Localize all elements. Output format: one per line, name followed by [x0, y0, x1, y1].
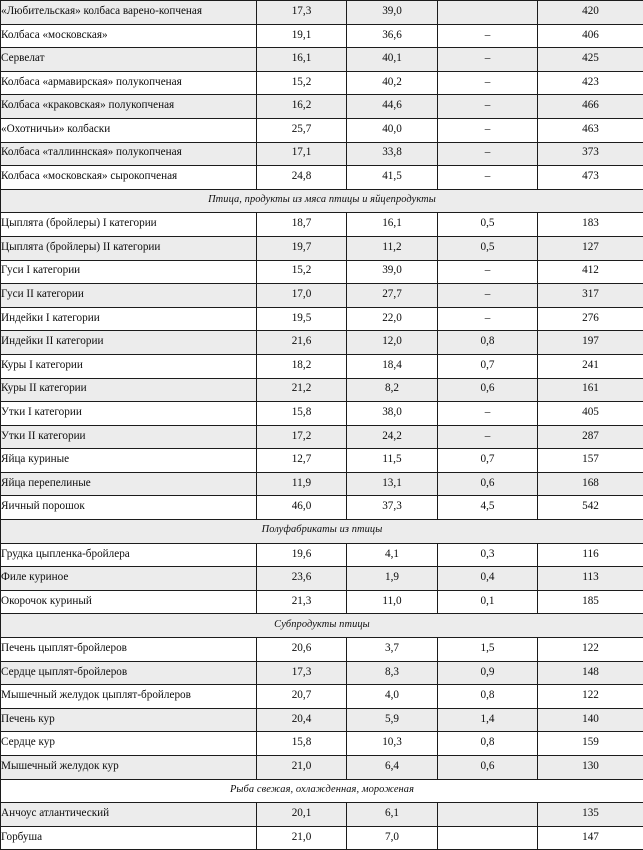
- cell-energy-kcal: 241: [538, 354, 643, 378]
- cell-protein: 21,3: [257, 590, 347, 614]
- cell-product-name: Гуси II категории: [1, 284, 257, 308]
- table-row: [1, 803, 643, 827]
- cell-energy-kcal: 116: [538, 543, 643, 567]
- cell-energy-kcal: 542: [538, 496, 643, 520]
- cell-product-name: Колбаса «армавирская» полукопченая: [1, 71, 257, 95]
- cell-product-name: Индейки I категории: [1, 307, 257, 331]
- table-row: [1, 425, 643, 449]
- section-header-row: [1, 779, 643, 803]
- cell-carbohydrates: –: [438, 284, 538, 308]
- cell-protein: 18,7: [257, 213, 347, 237]
- cell-product-name: Колбаса «московская»: [1, 24, 257, 48]
- cell-carbohydrates: [438, 826, 538, 850]
- section-header-row: [1, 614, 643, 638]
- cell-product-name: Колбаса «краковская» полукопченая: [1, 95, 257, 119]
- table-row: [1, 826, 643, 850]
- cell-protein: 18,2: [257, 354, 347, 378]
- cell-product-name: Мышечный желудок цыплят-бройлеров: [1, 685, 257, 709]
- cell-energy-kcal: 122: [538, 685, 643, 709]
- table-row: [1, 95, 643, 119]
- cell-protein: 21,6: [257, 331, 347, 355]
- cell-carbohydrates: –: [438, 402, 538, 426]
- table-row: [1, 236, 643, 260]
- cell-energy-kcal: 185: [538, 590, 643, 614]
- cell-energy-kcal: 373: [538, 142, 643, 166]
- cell-protein: 15,8: [257, 402, 347, 426]
- cell-carbohydrates: –: [438, 142, 538, 166]
- cell-carbohydrates: –: [438, 95, 538, 119]
- cell-fat: 8,2: [347, 378, 438, 402]
- cell-energy-kcal: 140: [538, 708, 643, 732]
- cell-protein: 19,1: [257, 24, 347, 48]
- table-row: [1, 661, 643, 685]
- cell-energy-kcal: 406: [538, 24, 643, 48]
- cell-fat: 6,4: [347, 756, 438, 780]
- cell-protein: 21,2: [257, 378, 347, 402]
- table-row: [1, 24, 643, 48]
- table-row: [1, 708, 643, 732]
- cell-protein: 16,1: [257, 48, 347, 72]
- cell-product-name: Филе куриное: [1, 567, 257, 591]
- section-title: Полуфабрикаты из птицы: [1, 520, 643, 544]
- cell-protein: 19,5: [257, 307, 347, 331]
- cell-carbohydrates: [438, 803, 538, 827]
- table-row: [1, 118, 643, 142]
- cell-protein: 15,2: [257, 71, 347, 95]
- cell-energy-kcal: 168: [538, 472, 643, 496]
- table-row: [1, 331, 643, 355]
- cell-fat: 1,9: [347, 567, 438, 591]
- table-row: [1, 213, 643, 237]
- section-header-row: [1, 189, 643, 213]
- table-row: [1, 260, 643, 284]
- cell-fat: 22,0: [347, 307, 438, 331]
- cell-carbohydrates: 1,5: [438, 638, 538, 662]
- cell-energy-kcal: 148: [538, 661, 643, 685]
- cell-carbohydrates: –: [438, 260, 538, 284]
- cell-fat: 11,0: [347, 590, 438, 614]
- cell-product-name: Печень цыплят-бройлеров: [1, 638, 257, 662]
- cell-product-name: «Любительская» колбаса варено-копченая: [1, 1, 257, 25]
- cell-product-name: Сердце цыплят-бройлеров: [1, 661, 257, 685]
- cell-energy-kcal: 197: [538, 331, 643, 355]
- cell-product-name: Грудка цыпленка-бройлера: [1, 543, 257, 567]
- cell-product-name: Горбуша: [1, 826, 257, 850]
- cell-protein: 20,7: [257, 685, 347, 709]
- table-row: [1, 378, 643, 402]
- cell-protein: 21,0: [257, 756, 347, 780]
- cell-product-name: Яичный порошок: [1, 496, 257, 520]
- cell-protein: 17,3: [257, 1, 347, 25]
- cell-protein: 20,1: [257, 803, 347, 827]
- cell-product-name: Сердце кур: [1, 732, 257, 756]
- cell-fat: 8,3: [347, 661, 438, 685]
- cell-carbohydrates: 0,7: [438, 449, 538, 473]
- cell-protein: 24,8: [257, 166, 347, 190]
- cell-fat: 24,2: [347, 425, 438, 449]
- cell-product-name: Яйца куриные: [1, 449, 257, 473]
- cell-fat: 11,5: [347, 449, 438, 473]
- cell-protein: 16,2: [257, 95, 347, 119]
- cell-protein: 15,8: [257, 732, 347, 756]
- cell-product-name: Колбаса «московская» сырокопченая: [1, 166, 257, 190]
- table-row: [1, 590, 643, 614]
- cell-fat: 33,8: [347, 142, 438, 166]
- cell-product-name: Куры II категории: [1, 378, 257, 402]
- cell-product-name: Цыплята (бройлеры) I категории: [1, 213, 257, 237]
- cell-protein: 20,6: [257, 638, 347, 662]
- cell-product-name: Куры I категории: [1, 354, 257, 378]
- cell-carbohydrates: 0,7: [438, 354, 538, 378]
- cell-energy-kcal: 287: [538, 425, 643, 449]
- table-row: [1, 472, 643, 496]
- section-title: Рыба свежая, охлажденная, мороженая: [1, 779, 643, 803]
- cell-protein: 11,9: [257, 472, 347, 496]
- cell-fat: 5,9: [347, 708, 438, 732]
- table-row: [1, 567, 643, 591]
- cell-product-name: Утки I категории: [1, 402, 257, 426]
- cell-protein: 17,3: [257, 661, 347, 685]
- cell-protein: 19,6: [257, 543, 347, 567]
- cell-product-name: Индейки II категории: [1, 331, 257, 355]
- cell-energy-kcal: 412: [538, 260, 643, 284]
- table-row: [1, 496, 643, 520]
- cell-carbohydrates: 0,8: [438, 331, 538, 355]
- cell-energy-kcal: 183: [538, 213, 643, 237]
- cell-fat: 7,0: [347, 826, 438, 850]
- cell-energy-kcal: 473: [538, 166, 643, 190]
- cell-energy-kcal: 113: [538, 567, 643, 591]
- cell-fat: 40,1: [347, 48, 438, 72]
- cell-product-name: Сервелат: [1, 48, 257, 72]
- cell-fat: 4,0: [347, 685, 438, 709]
- cell-protein: 25,7: [257, 118, 347, 142]
- cell-product-name: Цыплята (бройлеры) II категории: [1, 236, 257, 260]
- cell-energy-kcal: 276: [538, 307, 643, 331]
- cell-product-name: «Охотничьи» колбаски: [1, 118, 257, 142]
- cell-fat: 40,0: [347, 118, 438, 142]
- cell-fat: 38,0: [347, 402, 438, 426]
- cell-carbohydrates: –: [438, 307, 538, 331]
- cell-fat: 13,1: [347, 472, 438, 496]
- cell-energy-kcal: 317: [538, 284, 643, 308]
- cell-energy-kcal: 122: [538, 638, 643, 662]
- table-row: [1, 543, 643, 567]
- cell-fat: 41,5: [347, 166, 438, 190]
- cell-carbohydrates: 0,9: [438, 661, 538, 685]
- cell-product-name: Яйца перепелиные: [1, 472, 257, 496]
- table-row: [1, 685, 643, 709]
- cell-carbohydrates: 0,6: [438, 472, 538, 496]
- cell-fat: 10,3: [347, 732, 438, 756]
- cell-energy-kcal: 466: [538, 95, 643, 119]
- cell-fat: 39,0: [347, 260, 438, 284]
- cell-protein: 17,1: [257, 142, 347, 166]
- table-row: [1, 449, 643, 473]
- cell-carbohydrates: –: [438, 48, 538, 72]
- cell-fat: 39,0: [347, 1, 438, 25]
- section-title: Птица, продукты из мяса птицы и яйцепродукты: [1, 189, 643, 213]
- cell-energy-kcal: 130: [538, 756, 643, 780]
- cell-protein: 12,7: [257, 449, 347, 473]
- cell-carbohydrates: –: [438, 71, 538, 95]
- cell-carbohydrates: 0,6: [438, 378, 538, 402]
- table-row: [1, 48, 643, 72]
- cell-product-name: Гуси I категории: [1, 260, 257, 284]
- cell-fat: 16,1: [347, 213, 438, 237]
- cell-protein: 46,0: [257, 496, 347, 520]
- cell-fat: 12,0: [347, 331, 438, 355]
- cell-energy-kcal: 147: [538, 826, 643, 850]
- cell-energy-kcal: 405: [538, 402, 643, 426]
- cell-carbohydrates: 4,5: [438, 496, 538, 520]
- table-row: [1, 142, 643, 166]
- table-row: [1, 166, 643, 190]
- cell-carbohydrates: 0,1: [438, 590, 538, 614]
- cell-carbohydrates: 0,8: [438, 685, 538, 709]
- table-row: [1, 71, 643, 95]
- table-row: [1, 284, 643, 308]
- cell-energy-kcal: 463: [538, 118, 643, 142]
- cell-carbohydrates: –: [438, 166, 538, 190]
- cell-carbohydrates: 0,3: [438, 543, 538, 567]
- cell-energy-kcal: 159: [538, 732, 643, 756]
- cell-carbohydrates: [438, 1, 538, 25]
- table-row: [1, 1, 643, 25]
- cell-product-name: Колбаса «таллиннская» полукопченая: [1, 142, 257, 166]
- table-row: [1, 354, 643, 378]
- cell-protein: 15,2: [257, 260, 347, 284]
- cell-fat: 36,6: [347, 24, 438, 48]
- table-row: [1, 732, 643, 756]
- cell-energy-kcal: 420: [538, 1, 643, 25]
- cell-protein: 19,7: [257, 236, 347, 260]
- cell-protein: 23,6: [257, 567, 347, 591]
- cell-energy-kcal: 127: [538, 236, 643, 260]
- table-row: [1, 402, 643, 426]
- cell-protein: 21,0: [257, 826, 347, 850]
- table-row: [1, 756, 643, 780]
- cell-fat: 4,1: [347, 543, 438, 567]
- cell-energy-kcal: 161: [538, 378, 643, 402]
- cell-fat: 37,3: [347, 496, 438, 520]
- table-body: [1, 1, 643, 850]
- cell-fat: 40,2: [347, 71, 438, 95]
- section-header-row: [1, 520, 643, 544]
- table-row: [1, 638, 643, 662]
- cell-product-name: Печень кур: [1, 708, 257, 732]
- cell-fat: 44,6: [347, 95, 438, 119]
- cell-carbohydrates: 0,8: [438, 732, 538, 756]
- cell-protein: 20,4: [257, 708, 347, 732]
- cell-fat: 27,7: [347, 284, 438, 308]
- table-row: [1, 307, 643, 331]
- cell-carbohydrates: –: [438, 24, 538, 48]
- cell-carbohydrates: –: [438, 425, 538, 449]
- cell-energy-kcal: 423: [538, 71, 643, 95]
- cell-carbohydrates: 1,4: [438, 708, 538, 732]
- cell-protein: 17,0: [257, 284, 347, 308]
- cell-carbohydrates: 0,6: [438, 756, 538, 780]
- cell-energy-kcal: 425: [538, 48, 643, 72]
- cell-energy-kcal: 135: [538, 803, 643, 827]
- cell-fat: 11,2: [347, 236, 438, 260]
- cell-product-name: Утки II категории: [1, 425, 257, 449]
- cell-product-name: Мышечный желудок кур: [1, 756, 257, 780]
- cell-fat: 6,1: [347, 803, 438, 827]
- cell-carbohydrates: 0,5: [438, 236, 538, 260]
- section-title: Субпродукты птицы: [1, 614, 643, 638]
- cell-carbohydrates: 0,4: [438, 567, 538, 591]
- cell-product-name: Анчоус атлантический: [1, 803, 257, 827]
- cell-fat: 3,7: [347, 638, 438, 662]
- cell-energy-kcal: 157: [538, 449, 643, 473]
- cell-carbohydrates: –: [438, 118, 538, 142]
- cell-carbohydrates: 0,5: [438, 213, 538, 237]
- cell-fat: 18,4: [347, 354, 438, 378]
- cell-product-name: Окорочок куриный: [1, 590, 257, 614]
- cell-protein: 17,2: [257, 425, 347, 449]
